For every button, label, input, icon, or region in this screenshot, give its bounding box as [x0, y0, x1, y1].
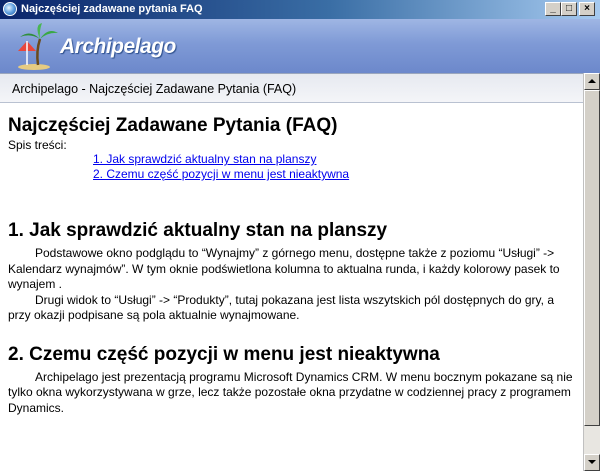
brand-name: Archipelago	[60, 35, 176, 58]
section-2-paragraph-1: Archipelago jest prezentacją programu Microsoft Dynamics CRM. W menu bocznym pokazane są nie tylko okna wykorzystywana w grze, lecz także pozostałe okna przydatne w codziennej pracy z programem Dynamics.	[8, 369, 573, 415]
faq-document	[8, 115, 573, 416]
toc-label: Spis treści:	[8, 138, 67, 152]
vertical-scrollbar[interactable]	[583, 73, 600, 471]
scrollbar-thumb[interactable]	[584, 90, 600, 426]
section-1-paragraph-1: Podstawowe okno podglądu to “Wynajmy” z górnego menu, dostępne także z poziomu “Usługi” -> Kalendarz wynajmów”. W tym oknie podświetlona kolumna to aktualna runda, i każdy kolorowy pasek to wynajem .	[8, 246, 560, 291]
scroll-up-button[interactable]	[584, 73, 600, 90]
arrow-up-icon	[588, 79, 596, 83]
content-area[interactable]	[0, 103, 583, 471]
close-button[interactable]: ×	[579, 2, 595, 16]
app-banner	[0, 19, 600, 73]
toc-item	[93, 167, 573, 182]
title-bar[interactable]	[0, 0, 600, 19]
section-1-paragraph-2: Drugi widok to “Usługi” -> “Produkty”, tutaj pokazana jest lista wszytskich pól dostępnych do gry, a przy okazji podpisane są pola aktualnie wynajmowane.	[8, 292, 554, 322]
toc-item	[93, 152, 573, 167]
page-header	[0, 73, 600, 103]
section-heading-1: 1. Jak sprawdzić aktualny stan na planszy	[8, 220, 388, 241]
palm-umbrella-icon	[12, 21, 62, 71]
page-header-title: Archipelago - Najczęściej Zadawane Pytania (FAQ)	[12, 82, 297, 96]
scroll-down-button[interactable]	[584, 454, 600, 471]
toc-link-1[interactable]: 1. Jak sprawdzić aktualny stan na planszy	[93, 152, 317, 166]
window-app-icon	[3, 2, 17, 16]
arrow-down-icon	[588, 460, 596, 464]
window-title: Najczęściej zadawane pytania FAQ	[21, 3, 203, 15]
section-heading-2: 2. Czemu część pozycji w menu jest nieaktywna	[8, 343, 440, 365]
maximize-button[interactable]: □	[561, 2, 577, 16]
toc-link-2[interactable]: 2. Czemu część pozycji w menu jest nieaktywna	[93, 167, 350, 181]
minimize-button[interactable]: _	[545, 2, 561, 16]
page-title: Najczęściej Zadawane Pytania (FAQ)	[8, 115, 338, 136]
table-of-contents	[93, 152, 573, 182]
